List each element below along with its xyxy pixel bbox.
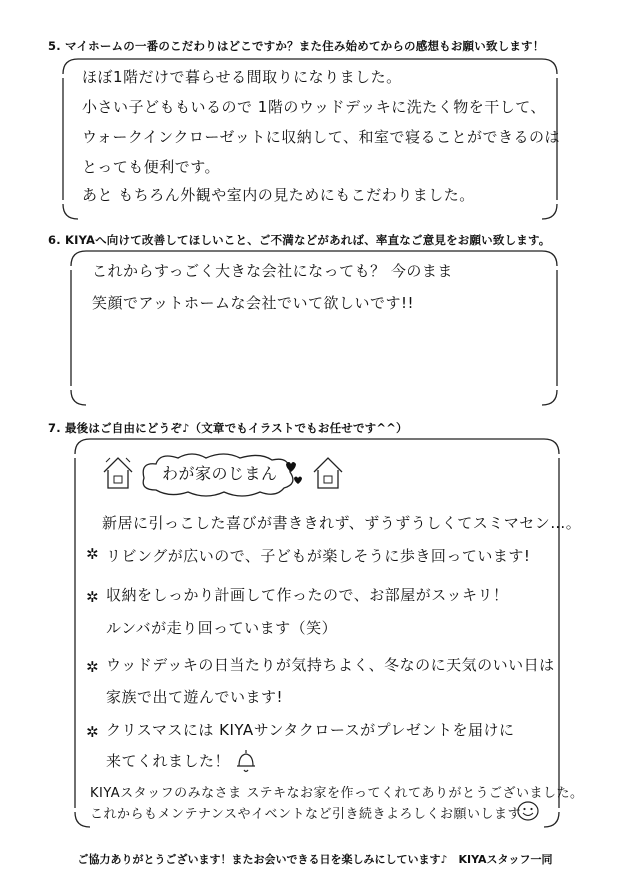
answer-5-line-5: あと もちろん外観や室内の見ためにもこだわりました。 [82, 186, 475, 204]
star-icon: ✲ [86, 723, 100, 741]
star-icon: ✲ [86, 588, 100, 606]
answer-6-line-2: 笑顔でアットホームな会社でいて欲しいです!! [92, 294, 414, 312]
banner-title: わが家のじまん [162, 464, 278, 483]
closing-line-1: KIYAスタッフのみなさま ステキなお家を作ってくれてありがとうございました。 [90, 786, 584, 801]
question-7-heading: 7. 最後はご自由にどうぞ♪（文章でもイラストでもお任せです^^） [48, 421, 408, 435]
answer-7-bullet-3b: 家族で出て遊んでいます! [106, 688, 284, 706]
question-6-heading: 6. KIYAへ向けて改善してほしいこと、ご不満などがあれば、率直なご意見をお願い致します。 [48, 233, 551, 247]
question-5-heading: 5. マイホームの一番のこだわりはどこですか？また住み始めてからの感想もお願い致します！ [48, 39, 545, 53]
bell-icon [234, 748, 258, 774]
smiley-face-icon [516, 800, 540, 822]
heart-icon [286, 462, 296, 472]
answer-6-line-1: これからすっごく大きな会社になっても？ 今のまま [92, 262, 453, 280]
house-icon [314, 458, 342, 488]
heart-icon [294, 477, 302, 485]
answer-5-line-3: ウォークインクローゼットに収納して、和室で寝ることができるのは [82, 128, 560, 146]
answer-7-bullet-1: リビングが広いので、子どもが楽しそうに歩き回っています! [106, 547, 531, 565]
answer-7-intro: 新居に引っこした喜びが書ききれず、ずうずうしくてスミマセン…。 [102, 514, 582, 532]
answer-5-line-1: ほぼ1階だけで暮らせる間取りになりました。 [82, 68, 402, 86]
answer-5-line-4: とっても便利です。 [82, 158, 221, 176]
answer-7-bullet-4b: 来てくれました！ [106, 752, 231, 770]
answer-7-bullet-4a: クリスマスには KIYAサンタクロースがプレゼントを届けに [106, 721, 515, 739]
answer-7-bullet-3a: ウッドデッキの日当たりが気持ちよく、冬なのに天気のいい日は [106, 656, 555, 674]
house-icon [104, 458, 132, 488]
star-icon: ✲ [86, 545, 100, 563]
answer-5-line-2: 小さい子どももいるので 1階のウッドデッキに洗たく物を干して、 [82, 98, 546, 116]
answer-7-bullet-2a: 収納をしっかり計画して作ったので、お部屋がスッキリ！ [106, 586, 509, 604]
star-icon: ✲ [86, 658, 100, 676]
closing-line-2: これからもメンテナンスやイベントなど引き続きよろしくお願いします [90, 807, 521, 822]
answer-7-bullet-2b: ルンバが走り回っています（笑） [106, 619, 338, 637]
footer-message: ご協力ありがとうございます！またお会いできる日を楽しみにしています♪ KIYAスタッフ一同 [77, 853, 553, 866]
